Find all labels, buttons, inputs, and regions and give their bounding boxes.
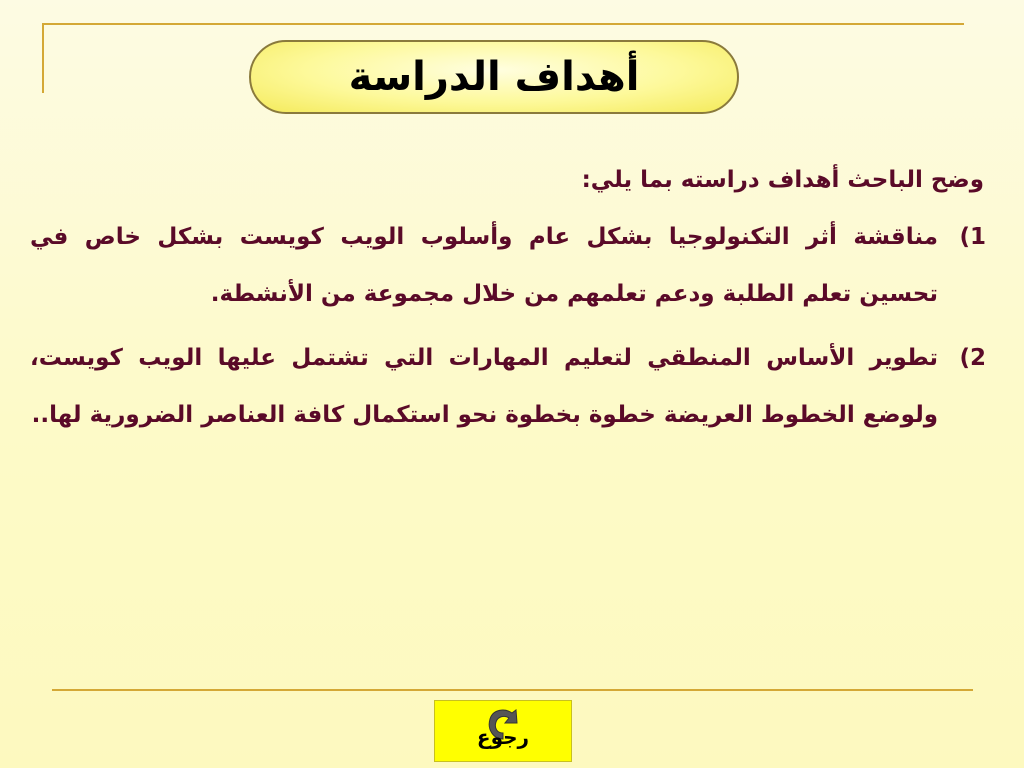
top-divider-line xyxy=(42,23,964,25)
left-corner-line xyxy=(42,23,44,93)
goal-text: تطوير الأساس المنطقي لتعليم المهارات التي تشتمل عليها الويب كويست، ولوضع الخطوط العريضة خطوة بخطوة نحو استكمال كافة العناصر الضرورية لها.. xyxy=(30,345,938,428)
goal-text: مناقشة أثر التكنولوجيا بشكل عام وأسلوب الويب كويست بشكل خاص في تحسين تعلم الطلبة ودعم تعلمهم من خلال مجموعة من الأنشطة. xyxy=(30,224,938,307)
goal-item xyxy=(30,330,990,444)
back-button[interactable] xyxy=(434,700,572,762)
intro-text: وضح الباحث أهداف دراسته بما يلي: xyxy=(581,167,984,193)
bottom-divider-line xyxy=(52,689,973,691)
slide-content xyxy=(30,152,990,444)
goal-number: 1) xyxy=(959,224,986,250)
slide-title: أهداف الدراسة xyxy=(348,54,640,100)
goal-item xyxy=(30,209,990,323)
title-banner xyxy=(249,40,739,114)
back-label: رجوع xyxy=(476,725,530,749)
goal-number: 2) xyxy=(959,345,986,371)
